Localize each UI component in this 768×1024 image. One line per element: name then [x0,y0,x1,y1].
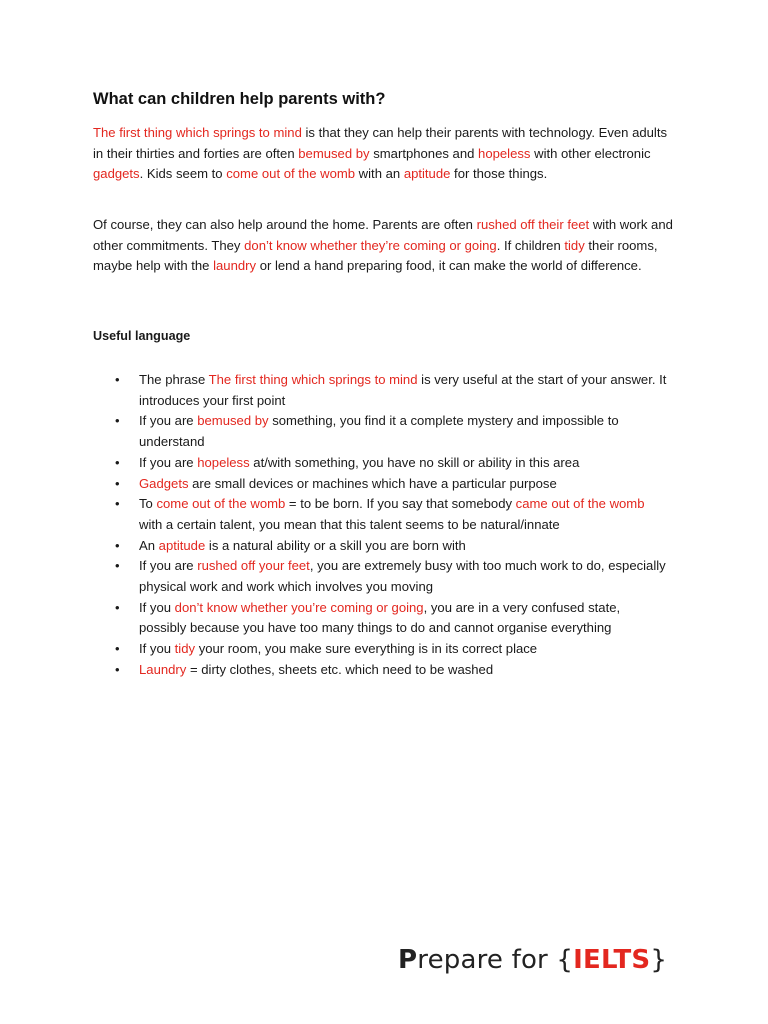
logo-brace-close: } [650,945,668,975]
highlighted-phrase: don’t know whether you’re coming or going [174,599,424,615]
list-item [93,660,668,681]
text-run: If you [139,599,175,615]
text-run: with a certain talent, you mean that this talent seems to be natural/innate [139,516,560,532]
highlighted-phrase: Laundry [139,661,187,677]
list-item [93,474,668,495]
highlighted-phrase: bemused by [197,413,269,429]
text-run: If you are [139,413,198,429]
list-item [93,598,668,639]
text-run: An [139,537,159,553]
text-run: is that they can help their parents with technology. Even adults in their thirties and forties are often [93,125,668,161]
text-run: To [139,496,157,512]
useful-language-list [93,370,668,681]
paragraph-2 [93,215,673,277]
list-item [93,453,668,474]
prepare-for-ielts-logo [398,945,667,975]
list-item [93,494,668,535]
logo-brace-open: { [556,945,574,975]
useful-language-heading: Useful language [93,329,191,343]
highlighted-phrase: come out of the womb [156,496,286,512]
text-run: are small devices or machines which have a particular purpose [188,475,557,491]
text-run: your room, you make sure everything is in its correct place [195,641,538,657]
highlighted-phrase: rushed off your feet [197,558,310,574]
text-run: their rooms, maybe help with the [93,237,658,274]
text-run: at/with something, you have no skill or ability in this area [249,454,580,470]
text-run: for those things. [450,166,548,182]
highlighted-phrase: hopeless [197,454,250,470]
text-run: is very useful at the start of your answer. It introduces your first point [139,372,667,408]
text-run: is a natural ability or a skill you are born with [205,537,466,553]
text-run: . Kids seem to [139,166,227,182]
text-run: , you are extremely busy with too much work to do, especially physical work and work which involves you moving [139,558,666,595]
highlighted-phrase: came out of the womb [515,496,645,512]
highlighted-phrase: come out of the womb [226,166,356,182]
highlighted-phrase: don’t know whether they’re coming or going [244,237,497,253]
list-item [93,370,668,411]
text-run: smartphones and [369,145,479,161]
list-item [93,536,668,557]
list-item [93,411,668,452]
text-run: If you [139,641,175,657]
highlighted-phrase: aptitude [403,166,451,182]
highlighted-phrase: bemused by [298,145,370,161]
highlighted-phrase: Gadgets [139,475,189,491]
text-run: = dirty clothes, sheets etc. which need to be washed [186,661,494,677]
highlighted-phrase: tidy [174,641,196,657]
text-run: with other electronic [530,145,651,161]
text-run: If you are [139,454,198,470]
text-run: If you are [139,558,198,574]
highlighted-phrase: tidy [564,237,585,253]
text-run: . If children [496,237,565,253]
text-run: with an [355,166,404,182]
logo-rest-text: repare for [417,945,557,975]
highlighted-phrase: hopeless [478,145,531,161]
highlighted-phrase: rushed off their feet [476,217,590,232]
list-item [93,556,668,597]
list-item [93,639,668,660]
logo-brand-text: IELTS [573,945,651,975]
text-run: The phrase [139,372,209,387]
text-run: or lend a hand preparing food, it can make the world of difference. [256,258,642,274]
logo-first-letter: P [398,945,418,975]
paragraph-1 [93,123,673,185]
highlighted-phrase: aptitude [158,537,206,553]
text-run: = to be born. If you say that somebody [285,496,516,512]
page-title: What can children help parents with? [93,90,386,108]
highlighted-phrase: laundry [213,258,257,274]
text-run: , you are in a very confused state, possibly because you have too many things to do and cannot organise everything [139,599,621,636]
highlighted-phrase: The first thing which springs to mind [93,125,302,140]
highlighted-phrase: The first thing which springs to mind [208,372,418,387]
highlighted-phrase: gadgets [93,166,140,182]
text-run: with work and other commitments. They [93,217,673,253]
text-run: something, you find it a complete mystery and impossible to understand [139,413,619,450]
text-run: Of course, they can also help around the home. Parents are often [93,217,477,232]
